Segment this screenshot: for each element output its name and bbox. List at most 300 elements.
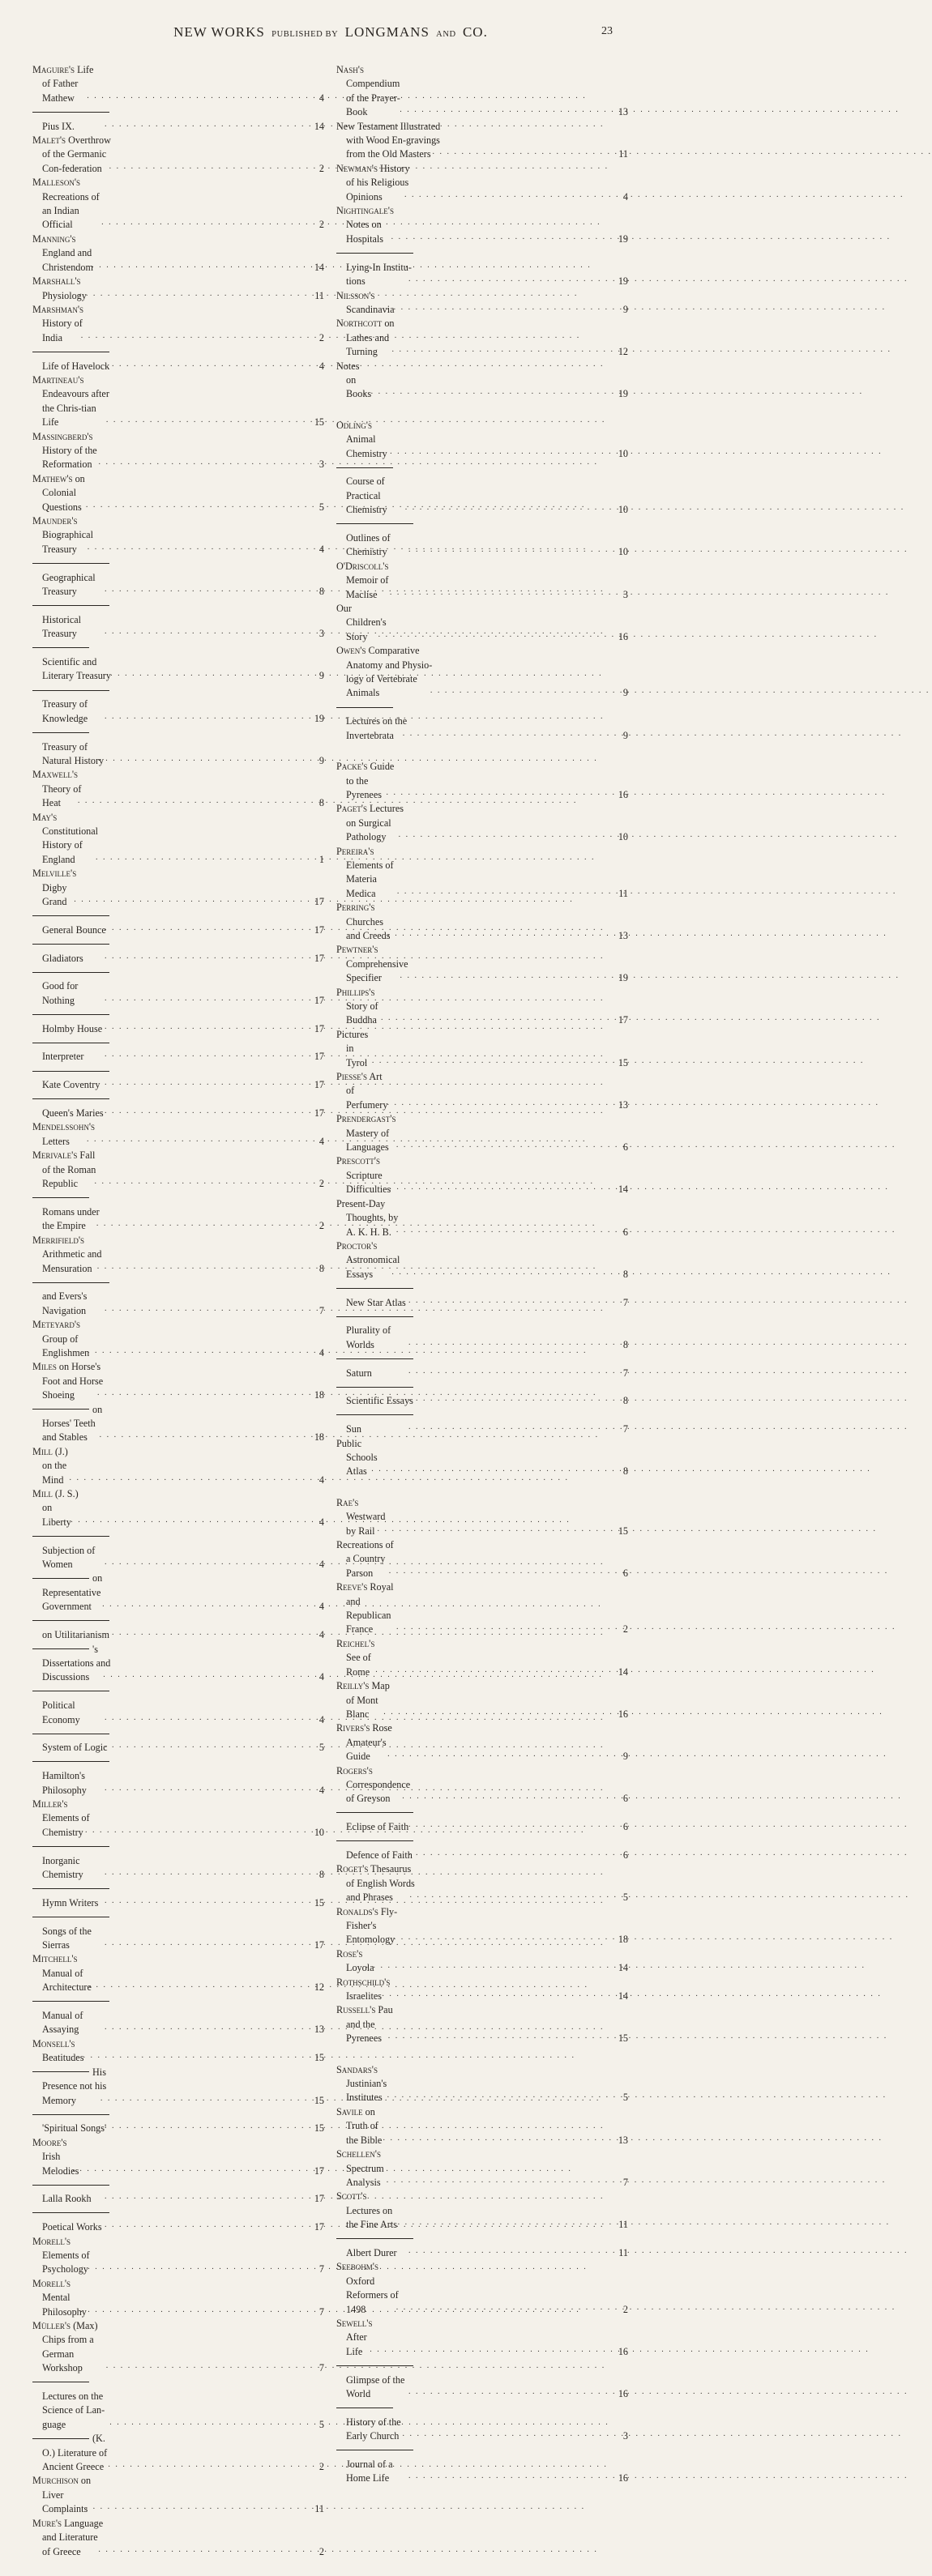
- index-entry: [32, 2517, 324, 2559]
- ditto-dash: [32, 972, 109, 973]
- index-entry: [336, 602, 628, 644]
- entry-author: Malleson's: [32, 177, 81, 189]
- entry-title: on Utilitarianism: [42, 1629, 109, 1641]
- dot-leader: [392, 445, 609, 458]
- entry-title: Art of Perfumery: [346, 1071, 388, 1111]
- index-entry: [32, 1403, 324, 1445]
- entry-title: Rose Amateur's Guide: [346, 1722, 392, 1763]
- entry-title: Fall of the Roman Republic: [42, 1149, 96, 1190]
- entry-text: [336, 1764, 411, 1806]
- entry-text: [32, 2319, 114, 2376]
- index-entry: [336, 1947, 628, 1976]
- entry-page-number: 10: [314, 1826, 324, 1838]
- entry-author: Mure's: [32, 2517, 62, 2529]
- dot-leader: [385, 1663, 609, 1677]
- entry-page-number: 4: [319, 360, 324, 372]
- entry-author: Nash's: [336, 64, 365, 75]
- entry-title: Memoir of Maclise: [346, 574, 389, 600]
- index-entry: [336, 2003, 628, 2045]
- entry-author: Martineau's: [32, 373, 84, 386]
- entry-title: (J.) on the Mind: [42, 1445, 68, 1486]
- entry-author: Moore's: [32, 2136, 67, 2148]
- ditto-dash: [32, 2001, 109, 2002]
- entry-page-number: 15: [314, 2052, 324, 2064]
- ditto-dash: [32, 1098, 109, 1099]
- dot-leader: [82, 2162, 305, 2176]
- dot-leader: [418, 543, 609, 557]
- index-entry: [336, 419, 628, 461]
- entry-page-number: 11: [618, 2219, 628, 2231]
- index-entry: [336, 2147, 628, 2190]
- index-entry: [336, 1310, 628, 1352]
- entry-title: Irish Melodies: [42, 2151, 79, 2177]
- dot-leader: [406, 1620, 609, 1634]
- entry-text: [32, 176, 109, 232]
- entry-title: on Horses' Teeth and Stables: [42, 1403, 103, 1444]
- entry-title: History of India: [42, 318, 83, 343]
- entry-text: [42, 1572, 110, 1614]
- dot-leader: [414, 188, 609, 202]
- entry-page-number: 15: [618, 1056, 628, 1068]
- entry-page-number: 8: [622, 1395, 628, 1407]
- index-entry: [336, 246, 628, 288]
- entry-title: History of the Early Church: [346, 2416, 401, 2442]
- entry-author: Maguire's: [32, 64, 75, 75]
- dot-leader: [97, 2260, 305, 2274]
- index-entry: [336, 760, 628, 802]
- entry-page-number: 13: [618, 106, 628, 118]
- entry-title: Eclipse of Faith: [346, 1821, 409, 1833]
- ditto-dash: [32, 915, 109, 916]
- dot-leader: [419, 1888, 609, 1902]
- index-entry: [32, 1995, 324, 2037]
- dot-leader: [418, 1420, 609, 1434]
- index-entry: [336, 1905, 628, 1947]
- entry-title: Life of Havelock: [42, 360, 110, 372]
- dot-leader: [415, 501, 609, 514]
- entry-page-number: 10: [618, 504, 628, 516]
- index-entry: [32, 1685, 324, 1727]
- index-entry: [32, 1529, 324, 1572]
- entry-page-number: 10: [618, 831, 628, 843]
- index-entry: [336, 2233, 628, 2261]
- entry-author: Scott's: [336, 2190, 367, 2203]
- dot-leader: [114, 2190, 305, 2203]
- entry-title: Songs of the Sierras: [42, 1925, 92, 1951]
- entry-text: [346, 461, 413, 518]
- index-entry: [32, 2474, 324, 2516]
- index-entry: [32, 1952, 324, 1994]
- entry-title: Poetical Works: [42, 2221, 102, 2233]
- entry-text: [42, 966, 113, 1008]
- entry-title: Scripture Difficulties: [346, 1169, 391, 1196]
- ditto-dash: [32, 2185, 109, 2186]
- ditto-dash: [336, 1288, 413, 1289]
- entry-title: Political Economy: [42, 1700, 80, 1725]
- entry-author: Müller's: [32, 2320, 71, 2331]
- entry-title: His Presence not his Memory: [42, 2066, 107, 2106]
- index-entry: [336, 1197, 628, 1239]
- dot-leader: [110, 2092, 305, 2105]
- index-entry: [32, 1149, 324, 1191]
- entry-page-number: 7: [319, 1304, 324, 1316]
- right-column: [336, 63, 628, 2503]
- entry-text: [336, 644, 438, 701]
- entry-page-number: 13: [314, 2024, 324, 2036]
- entry-page-number: 6: [622, 1226, 628, 1238]
- entry-page-number: 4: [319, 1784, 324, 1796]
- entry-author: Russell's: [336, 2004, 376, 2016]
- entry-author: Miller's: [32, 1798, 68, 1810]
- entry-page-number: 15: [314, 2094, 324, 2106]
- entry-title: Correspondence of Greyson: [346, 1778, 411, 1805]
- page-number: 23: [601, 25, 613, 37]
- index-entry: [336, 845, 628, 902]
- entry-author: Monsell's: [32, 2037, 75, 2049]
- entry-title: Geographical Treasury: [42, 571, 96, 598]
- entry-page-number: 4: [319, 1671, 324, 1683]
- entry-title: on Representative Government: [42, 1572, 103, 1613]
- entry-text: [42, 2376, 118, 2433]
- entry-author: Murchison: [32, 2475, 79, 2487]
- entry-text: [346, 1380, 417, 1409]
- index-section: [336, 760, 628, 1479]
- dot-leader: [418, 1846, 609, 1860]
- entry-page-number: 19: [618, 972, 628, 984]
- dot-leader: [96, 2500, 305, 2514]
- entry-author: Packe's: [336, 761, 368, 773]
- index-entry: [336, 560, 628, 602]
- entry-page-number: 11: [618, 148, 628, 160]
- dot-leader: [410, 969, 609, 983]
- entry-title: on Liver Complaints: [42, 2475, 92, 2515]
- entry-title: Manual of Architecture: [42, 1967, 92, 1994]
- dot-leader: [409, 103, 609, 117]
- ditto-dash: [336, 253, 413, 254]
- dot-leader: [96, 1132, 305, 1146]
- entry-title: Comparative Anatomy and Physio-logy of Vertebrate Animals: [346, 645, 433, 699]
- entry-page-number: 2: [319, 2461, 324, 2473]
- entry-text: [42, 1882, 113, 1910]
- entry-title: Notes on Books: [336, 360, 372, 400]
- dot-leader: [114, 2218, 305, 2232]
- dot-leader: [374, 385, 609, 399]
- index-entry: [32, 2207, 324, 2235]
- dot-leader: [114, 1302, 305, 1316]
- entry-author: Mill: [32, 1488, 53, 1500]
- entry-text: [346, 701, 411, 743]
- entry-page-number: 1: [319, 853, 324, 865]
- entry-text: [32, 2517, 106, 2559]
- dot-leader: [389, 1096, 609, 1110]
- entry-author: Malet's: [32, 134, 66, 147]
- entry-page-number: 9: [319, 670, 324, 682]
- index-entry: [32, 557, 324, 599]
- entry-title: Pictures in Tyrol: [336, 1028, 369, 1068]
- entry-author: Proctor's: [336, 1239, 378, 1252]
- entry-title: Treasury of Knowledge: [42, 698, 88, 724]
- entry-title: Justinian's Institutes: [346, 2078, 387, 2104]
- entry-page-number: 2: [319, 219, 324, 231]
- dot-leader: [97, 540, 305, 554]
- entry-page-number: 4: [319, 92, 324, 104]
- ditto-dash: [32, 1536, 109, 1537]
- index-entry: [336, 2063, 628, 2105]
- index-entry: [336, 461, 628, 518]
- entry-title: History of the Reformation: [42, 444, 97, 471]
- entry-title: Mental Philosophy: [42, 2292, 87, 2318]
- dot-leader: [114, 582, 305, 596]
- ditto-dash: [32, 732, 89, 733]
- dot-leader: [379, 2343, 609, 2356]
- entry-title: Animal Chemistry: [346, 433, 387, 459]
- dot-leader: [83, 893, 305, 906]
- entry-text: [42, 684, 113, 726]
- index-entry: [32, 1093, 324, 1121]
- entry-author: Massingberd's: [32, 430, 93, 442]
- dot-leader: [114, 1047, 305, 1061]
- entry-author: Sewell's: [336, 2317, 373, 2329]
- ditto-dash: [336, 1812, 413, 1813]
- index-entry: [32, 345, 324, 373]
- entry-page-number: 4: [319, 1629, 324, 1641]
- entry-text: [42, 2178, 113, 2207]
- entry-author: Reichel's: [336, 1637, 375, 1649]
- index-entry: [336, 1580, 628, 1637]
- entry-page-number: 7: [319, 2263, 324, 2275]
- dot-leader: [440, 684, 609, 697]
- dot-leader: [114, 1076, 305, 1090]
- entry-text: [42, 599, 113, 641]
- ditto-dash: [32, 647, 89, 648]
- entry-page-number: 6: [622, 1141, 628, 1154]
- entry-page-number: 4: [319, 1601, 324, 1613]
- ditto-dash: [336, 1387, 413, 1388]
- entry-page-number: 8: [319, 1262, 324, 1274]
- entry-author: Savile: [336, 2105, 363, 2118]
- entry-page-number: 9: [622, 687, 628, 699]
- entry-title: Lectures on the Fine Arts: [346, 2204, 397, 2231]
- index-entry: [32, 2235, 324, 2277]
- index-entry: [336, 1679, 628, 1721]
- dot-leader: [114, 1738, 305, 1752]
- entry-page-number: 7: [622, 1423, 628, 1435]
- entry-title: Constitutional History of England: [42, 825, 99, 865]
- index-entry: [32, 105, 324, 134]
- entry-title: Story of Buddha: [346, 1000, 378, 1026]
- entry-page-number: 14: [618, 1665, 628, 1678]
- dot-leader: [113, 1668, 305, 1682]
- dot-leader: [114, 710, 305, 723]
- entry-title: Guide to the Pyrenees: [346, 761, 395, 800]
- left-column: [32, 63, 324, 2576]
- entry-text: [42, 1643, 111, 1685]
- entry-text: [32, 811, 104, 868]
- index-entry: [336, 204, 628, 246]
- entry-text: [346, 2401, 410, 2443]
- entry-page-number: 19: [618, 275, 628, 288]
- entry-title: Interpreter: [42, 1051, 84, 1063]
- index-entry: [336, 1380, 628, 1409]
- entry-title: Plurality of Worlds: [346, 1324, 391, 1350]
- entry-page-number: 15: [314, 416, 324, 429]
- index-entry: [32, 1360, 324, 1402]
- entry-page-number: 12: [618, 346, 628, 358]
- entry-text: [346, 2359, 417, 2401]
- entry-title: Present-Day Thoughts, by A. K. H. B.: [336, 1197, 399, 1238]
- entry-text: [336, 162, 413, 204]
- running-title-part: AND: [436, 30, 456, 39]
- index-entry: [336, 1721, 628, 1764]
- index-entry: [32, 642, 324, 684]
- index-entry: [32, 2432, 324, 2474]
- entry-title: Pius IX.: [42, 120, 75, 132]
- entry-author: Sandars's: [336, 2063, 378, 2075]
- entry-page-number: 11: [314, 289, 324, 301]
- entry-title: System of Logic: [42, 1742, 108, 1754]
- entry-page-number: 17: [314, 2164, 324, 2177]
- entry-text: [336, 845, 405, 902]
- entry-title: Compendium of the Prayer-Book: [346, 78, 400, 118]
- entry-author: Nilsson's: [336, 289, 375, 301]
- entry-author: Mill: [32, 1445, 53, 1457]
- entry-page-number: 8: [319, 797, 324, 809]
- entry-author: Rivers's: [336, 1722, 370, 1734]
- entry-title: Lectures on the Science of Lan-guage: [42, 2390, 105, 2430]
- entry-title: Biographical Treasury: [42, 529, 93, 555]
- index-entry: [32, 134, 324, 176]
- entry-page-number: 15: [314, 1896, 324, 1909]
- entry-title: Outlines of Chemistry: [346, 532, 391, 558]
- index-entry: [336, 2401, 628, 2443]
- entry-page-number: 14: [618, 1962, 628, 1974]
- entry-author: Prescott's: [336, 1155, 380, 1167]
- entry-page-number: 6: [622, 1793, 628, 1805]
- dot-leader: [396, 301, 609, 314]
- dot-leader: [408, 828, 609, 842]
- entry-title: Life of Father Mathew: [42, 64, 94, 104]
- entry-title: Westward by Rail: [346, 1511, 386, 1537]
- dot-leader: [108, 752, 305, 766]
- index-entry: [336, 1070, 628, 1112]
- entry-author: Ronalds's: [336, 1905, 378, 1917]
- entry-text: [42, 1910, 113, 1952]
- dot-leader: [114, 1626, 305, 1640]
- entry-title: Inorganic Chemistry: [42, 1854, 83, 1880]
- entry-page-number: 17: [314, 1939, 324, 1951]
- index-entry: [336, 1637, 628, 1679]
- dot-leader: [114, 1781, 305, 1795]
- entry-page-number: 15: [618, 2032, 628, 2045]
- dot-leader: [397, 1747, 609, 1761]
- entry-title: Albert Durer: [346, 2246, 397, 2258]
- entry-title: New Testament Illustrated with Wood En-gravings from the Old Masters: [336, 120, 441, 160]
- dot-leader: [114, 1555, 305, 1569]
- index-entry: [32, 1910, 324, 1952]
- entry-page-number: 6: [622, 1849, 628, 1861]
- ditto-dash: [336, 1840, 413, 1841]
- dot-leader: [85, 2049, 305, 2062]
- entry-page-number: 8: [319, 586, 324, 598]
- entry-author: Melville's: [32, 868, 77, 880]
- entry-title: Good for Nothing: [42, 980, 79, 1006]
- ditto-dash: [32, 112, 109, 113]
- entry-title: England and Christendom: [42, 247, 93, 273]
- ditto-dash: [32, 1648, 89, 1649]
- entry-author: Morell's: [32, 2277, 71, 2289]
- entry-author: Rose's: [336, 1947, 363, 1960]
- dot-leader: [97, 1344, 305, 1358]
- entry-text: [346, 1835, 417, 1863]
- dot-leader: [114, 921, 305, 935]
- index-entry: [336, 2444, 628, 2486]
- index-entry: [336, 2359, 628, 2401]
- entry-title: Course of Practical Chemistry: [346, 476, 387, 516]
- dot-leader: [396, 2173, 609, 2187]
- entry-text: [32, 134, 118, 176]
- index-entry: [336, 1496, 628, 1538]
- index-entry: [32, 1755, 324, 1798]
- dot-leader: [387, 1522, 609, 1536]
- dot-leader: [114, 1020, 305, 1034]
- entry-text: [42, 2207, 113, 2235]
- entry-title: on Lathes and Turning: [346, 318, 395, 358]
- entry-author: Rogers's: [336, 1764, 373, 1776]
- entry-text: [32, 1149, 102, 1191]
- entry-title: Scientific and Literary Treasury: [42, 656, 111, 682]
- dot-leader: [91, 329, 305, 343]
- index-entry: [32, 514, 324, 557]
- entry-page-number: 12: [314, 1981, 324, 1994]
- index-entry: [32, 2108, 324, 2136]
- entry-text: [42, 1008, 113, 1036]
- entry-page-number: 9: [622, 729, 628, 741]
- entry-title: Fly-Fisher's Entomology: [346, 1905, 398, 1946]
- ditto-dash: [32, 1846, 109, 1847]
- index-entry: [336, 1409, 628, 1437]
- entry-page-number: 11: [314, 2503, 324, 2515]
- ditto-dash: [32, 2071, 89, 2072]
- entry-title: Manual of Assaying: [42, 2010, 83, 2036]
- entry-text: [32, 1234, 105, 1276]
- ditto-dash: [32, 1409, 89, 1410]
- dot-leader: [88, 794, 305, 808]
- index-section: [336, 2063, 628, 2486]
- entry-author: Prendergast's: [336, 1113, 396, 1125]
- dot-leader: [397, 2088, 609, 2102]
- dot-leader: [114, 357, 305, 371]
- index-entry: [32, 430, 324, 472]
- index-entry: [32, 867, 324, 909]
- entry-title: Journal of a Home Life: [346, 2459, 393, 2484]
- entry-author: Piesse's: [336, 1071, 367, 1083]
- entry-author: Merivale's: [32, 1149, 78, 1162]
- entry-title: Glimpse of the World: [346, 2373, 405, 2399]
- entry-page-number: 8: [622, 1465, 628, 1478]
- entry-page-number: 5: [319, 1742, 324, 1754]
- entry-text: [42, 642, 111, 684]
- ditto-dash: [32, 2212, 109, 2213]
- entry-text: [42, 1529, 113, 1572]
- index-entry: [32, 2376, 324, 2433]
- entry-title: Historical Treasury: [42, 613, 82, 640]
- dot-leader: [112, 1597, 305, 1611]
- entry-author: Mendelssohn's: [32, 1121, 96, 1133]
- entry-title: Royal and Republican France: [346, 1581, 394, 1636]
- entry-page-number: 7: [622, 1296, 628, 1308]
- entry-page-number: 6: [622, 1567, 628, 1579]
- dot-leader: [80, 1513, 305, 1527]
